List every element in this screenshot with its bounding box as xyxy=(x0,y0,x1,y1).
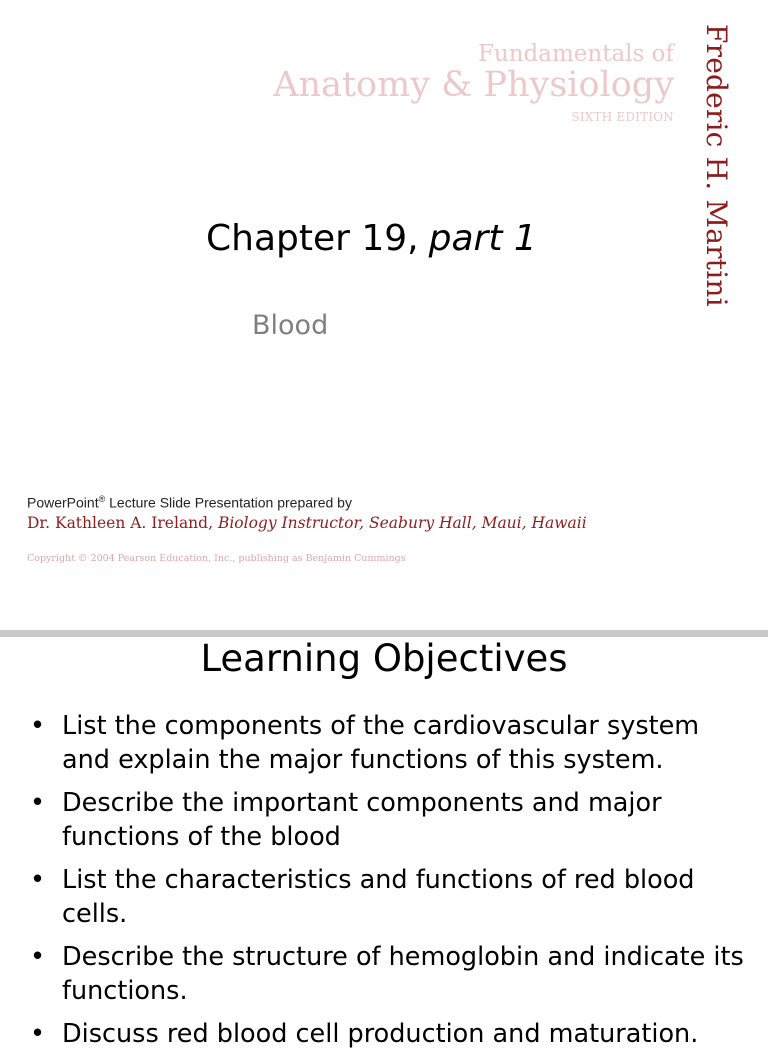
preparer-role: Biology Instructor, Seabury Hall, Maui, Hawaii xyxy=(217,514,587,532)
bullet-icon: • xyxy=(30,865,46,895)
bullet-icon: • xyxy=(30,711,46,741)
chapter-number: Chapter 19, xyxy=(206,218,419,259)
objectives-slide xyxy=(0,637,768,1049)
brand-line-1: Fundamentals of xyxy=(477,41,674,67)
brand-line-2: Anatomy & Physiology xyxy=(273,65,674,106)
preparer-line xyxy=(27,514,587,532)
objectives-list xyxy=(30,709,750,1060)
list-item xyxy=(30,863,750,931)
prepared-by-line xyxy=(27,494,352,511)
copyright-notice: Copyright © 2004 Pearson Education, Inc., publishing as Benjamin Cummings xyxy=(27,553,406,564)
bullet-icon: • xyxy=(30,1019,46,1049)
objective-text: Describe the structure of hemoglobin and indicate its functions. xyxy=(62,942,744,1006)
objective-text: Describe the important components and major functions of the blood xyxy=(62,788,662,852)
prepared-prefix: PowerPoint xyxy=(27,494,99,511)
list-item xyxy=(30,709,750,777)
slide-title: Learning Objectives xyxy=(200,637,568,680)
chapter-title xyxy=(206,218,537,259)
registered-mark: ® xyxy=(98,494,106,504)
objective-text: List the components of the cardiovascular system and explain the major functions of this system. xyxy=(62,711,700,775)
prepared-suffix: Lecture Slide Presentation prepared by xyxy=(105,494,352,511)
bullet-icon: • xyxy=(30,788,46,818)
list-item xyxy=(30,940,750,1008)
brand-edition: SIXTH EDITION xyxy=(571,109,674,124)
textbook-brand xyxy=(273,42,674,124)
objective-text: List the characteristics and functions of red blood cells. xyxy=(62,865,695,929)
bullet-icon: • xyxy=(30,942,46,972)
chapter-part: part 1 xyxy=(428,218,537,259)
author-vertical: Frederic H. Martini xyxy=(700,24,733,307)
objective-text: Discuss red blood cell production and maturation. xyxy=(62,1019,699,1049)
preparer-name: Dr. Kathleen A. Ireland, xyxy=(27,514,214,532)
slide-divider xyxy=(0,630,768,637)
list-item xyxy=(30,786,750,854)
list-item xyxy=(30,1017,750,1051)
chapter-subtitle: Blood xyxy=(252,310,329,341)
